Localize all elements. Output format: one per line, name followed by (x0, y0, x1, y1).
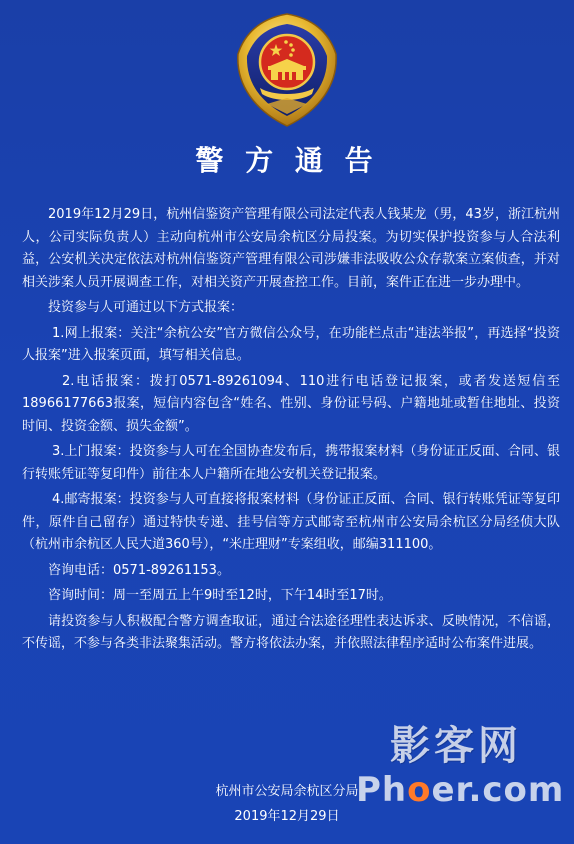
watermark-en-pre: Ph (356, 770, 408, 810)
notice-title: 警 方 通 告 (195, 144, 379, 177)
watermark-cn: 影客网 (390, 723, 522, 769)
consult-phone: 咨询电话：0571-89261153。 (48, 562, 230, 578)
method-mail: 4.邮寄报案：投资参与人可直接将报案材料（身份证正反面、合同、银行转账凭证等复印件，原件自己留存）通过特快专递、挂号信等方式邮寄至杭州市公安局余杭区分局经侦大队（杭州市余杭区人民大道360号），“米庄理财”专案组收，邮编311100。 (22, 492, 560, 552)
methods-heading: 投资参与人可通过以下方式报案： (48, 300, 244, 315)
intro-paragraph: 2019年12月29日，杭州信鉴资产管理有限公司法定代表人钱某龙（男，43岁，浙江杭州人，公司实际负责人）主动向杭州市公安局余杭区分局投案。为切实保护投资参与人合法利益，公安机关决定依法对杭州信鉴资产管理有限公司涉嫌非法吸收公众存款案立案侦查，并对相关涉案人员开展调查工作，对相关资产开展查控工作。目前，案件正在进一步办理中。 (22, 207, 560, 290)
police-emblem-icon (232, 10, 342, 130)
watermark-en (356, 770, 565, 810)
signature-date: 2019年12月29日 (234, 809, 340, 824)
method-phone: 2.电话报案：拨打0571-89261094、110进行电话登记报案，或者发送短信至18966177663报案，短信内容包含“姓名、性别、身份证号码、户籍地址或暂住地址、投资时间、投资金额、损失金额”。 (22, 373, 560, 434)
consult-time: 咨询时间：周一至周五上午9时至12时，下午14时至17时。 (48, 588, 392, 603)
watermark (356, 722, 565, 818)
notice-body (22, 204, 560, 659)
watermark-en-post: er.com (431, 770, 565, 810)
method-online: 1.网上报案：关注“余杭公安”官方微信公众号，在功能栏点击“违法举报”，再选择“投资人报案”进入报案页面，填写相关信息。 (22, 325, 560, 363)
watermark-en-o: o (407, 770, 432, 810)
method-visit: 3.上门报案：投资参与人可在全国协查发布后，携带报案材料（身份证正反面、合同、银行转账凭证等复印件）前往本人户籍所在地公安机关登记报案。 (22, 444, 560, 482)
appeal-paragraph: 请投资参与人积极配合警方调查取证，通过合法途径理性表达诉求、反映情况，不信谣，不传谣，不参与各类非法聚集活动。警方将依法办案，并依照法律程序适时公布案件进展。 (22, 613, 560, 651)
signature-org: 杭州市公安局余杭区分局 (215, 784, 359, 799)
